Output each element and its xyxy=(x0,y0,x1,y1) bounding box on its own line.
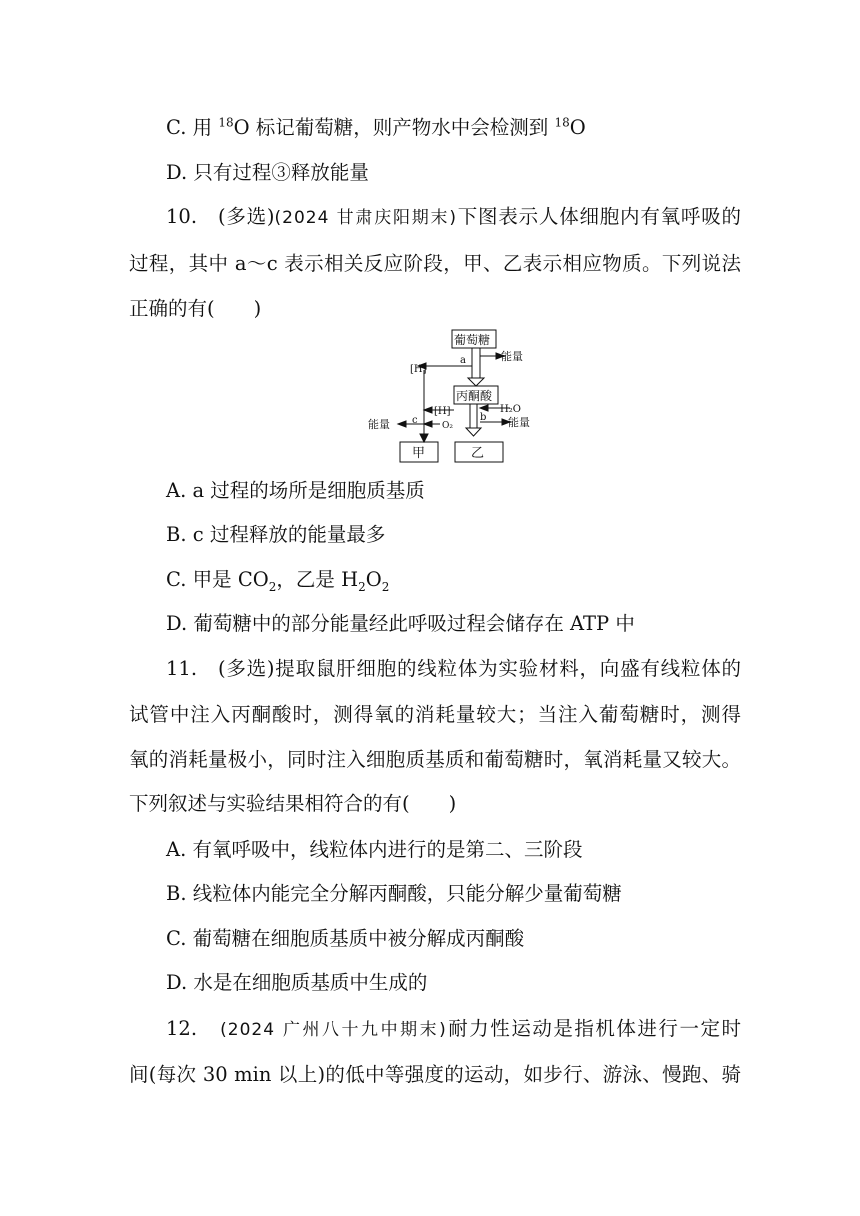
glucose-label: 葡萄糖 xyxy=(454,333,491,347)
hollow-arrow-a xyxy=(468,348,484,386)
q12-stem-line1: 12. (2024 广州八十九中期末)耐力性运动是指机体进行一定时 xyxy=(166,1017,741,1040)
respiration-diagram xyxy=(360,328,550,468)
energy-label-c: 能量 xyxy=(368,418,390,431)
q10-stem-line2: 过程，其中 a～c 表示相关反应阶段，甲、乙表示相应物质。下列说法 xyxy=(129,252,741,275)
q11-stem-line2: 试管中注入丙酮酸时，测得氧的消耗量较大；当注入葡萄糖时，测得 xyxy=(129,703,741,726)
energy-label-b: 能量 xyxy=(508,416,530,429)
q11-stem-line1: 11. (多选)提取鼠肝细胞的线粒体为实验材料，向盛有线粒体的 xyxy=(166,657,741,680)
q11-number: 11. xyxy=(166,657,198,680)
h-label-2: [H] xyxy=(434,406,451,417)
q11-stem-line4: 下列叙述与实验结果相符合的有( ) xyxy=(129,792,457,815)
q10-option-a: A. a 过程的场所是细胞质基质 xyxy=(166,479,425,502)
arrow-energy-c xyxy=(398,421,406,427)
q11-tag: (多选) xyxy=(217,657,275,680)
h2o-label: H₂O xyxy=(500,404,521,415)
arrow-to-jia xyxy=(420,434,428,442)
q11-option-c: C. 葡萄糖在细胞质基质中被分解成丙酮酸 xyxy=(166,927,525,950)
q11-option-a: A. 有氧呼吸中，线粒体内进行的是第二、三阶段 xyxy=(166,838,583,861)
h-label-1: [H] xyxy=(410,364,427,375)
o2-label: O₂ xyxy=(442,421,453,431)
q10-option-d: D. 葡萄糖中的部分能量经此呼吸过程会储存在 ATP 中 xyxy=(166,612,635,635)
q12-number: 12. xyxy=(166,1017,198,1040)
q10-stem-line1: 10. (多选)(2024 甘肃庆阳期末)下图表示人体细胞内有氧呼吸的 xyxy=(166,205,741,228)
c-label: c xyxy=(412,415,418,426)
energy-label-a: 能量 xyxy=(501,350,523,363)
q9-option-d: D. 只有过程③释放能量 xyxy=(166,161,369,184)
q12-stem-line2: 间(每次 30 min 以上)的低中等强度的运动，如步行、游泳、慢跑、骑 xyxy=(129,1063,741,1086)
q10-source: (2024 甘肃庆阳期末) xyxy=(274,208,457,228)
q12-source: (2024 广州八十九中期末) xyxy=(220,1020,447,1040)
a-label: a xyxy=(460,355,466,366)
q10-number: 10. xyxy=(166,205,198,228)
q11-stem-line3: 氧的消耗量极小，同时注入细胞质基质和葡萄糖时，氧消耗量又较大。 xyxy=(129,748,741,771)
q10-stem-line3: 正确的有( ) xyxy=(129,297,262,320)
yi-label: 乙 xyxy=(471,446,485,461)
q11-option-d: D. 水是在细胞质基质中生成的 xyxy=(166,971,428,994)
q11-option-b: B. 线粒体内能完全分解丙酮酸，只能分解少量葡萄糖 xyxy=(166,882,622,905)
hollow-arrow-b xyxy=(466,404,481,436)
arrow-h2o-in xyxy=(480,405,488,411)
arrow-o2-in xyxy=(424,421,432,427)
q10-option-c: C. 甲是 $CO_2$，乙是 $H_2O_2$ xyxy=(166,568,390,594)
q10-tag: (多选) xyxy=(217,205,275,228)
q10-option-b: B. c 过程释放的能量最多 xyxy=(166,523,386,546)
arrow-h2 xyxy=(424,407,432,413)
q9-option-c: C. 用 $^{18}$O 标记葡萄糖，则产物水中会检测到 $^{18}$O xyxy=(166,115,586,139)
jia-label: 甲 xyxy=(412,446,426,461)
pyruvate-label: 丙酮酸 xyxy=(456,389,493,403)
b-label: b xyxy=(480,412,487,423)
